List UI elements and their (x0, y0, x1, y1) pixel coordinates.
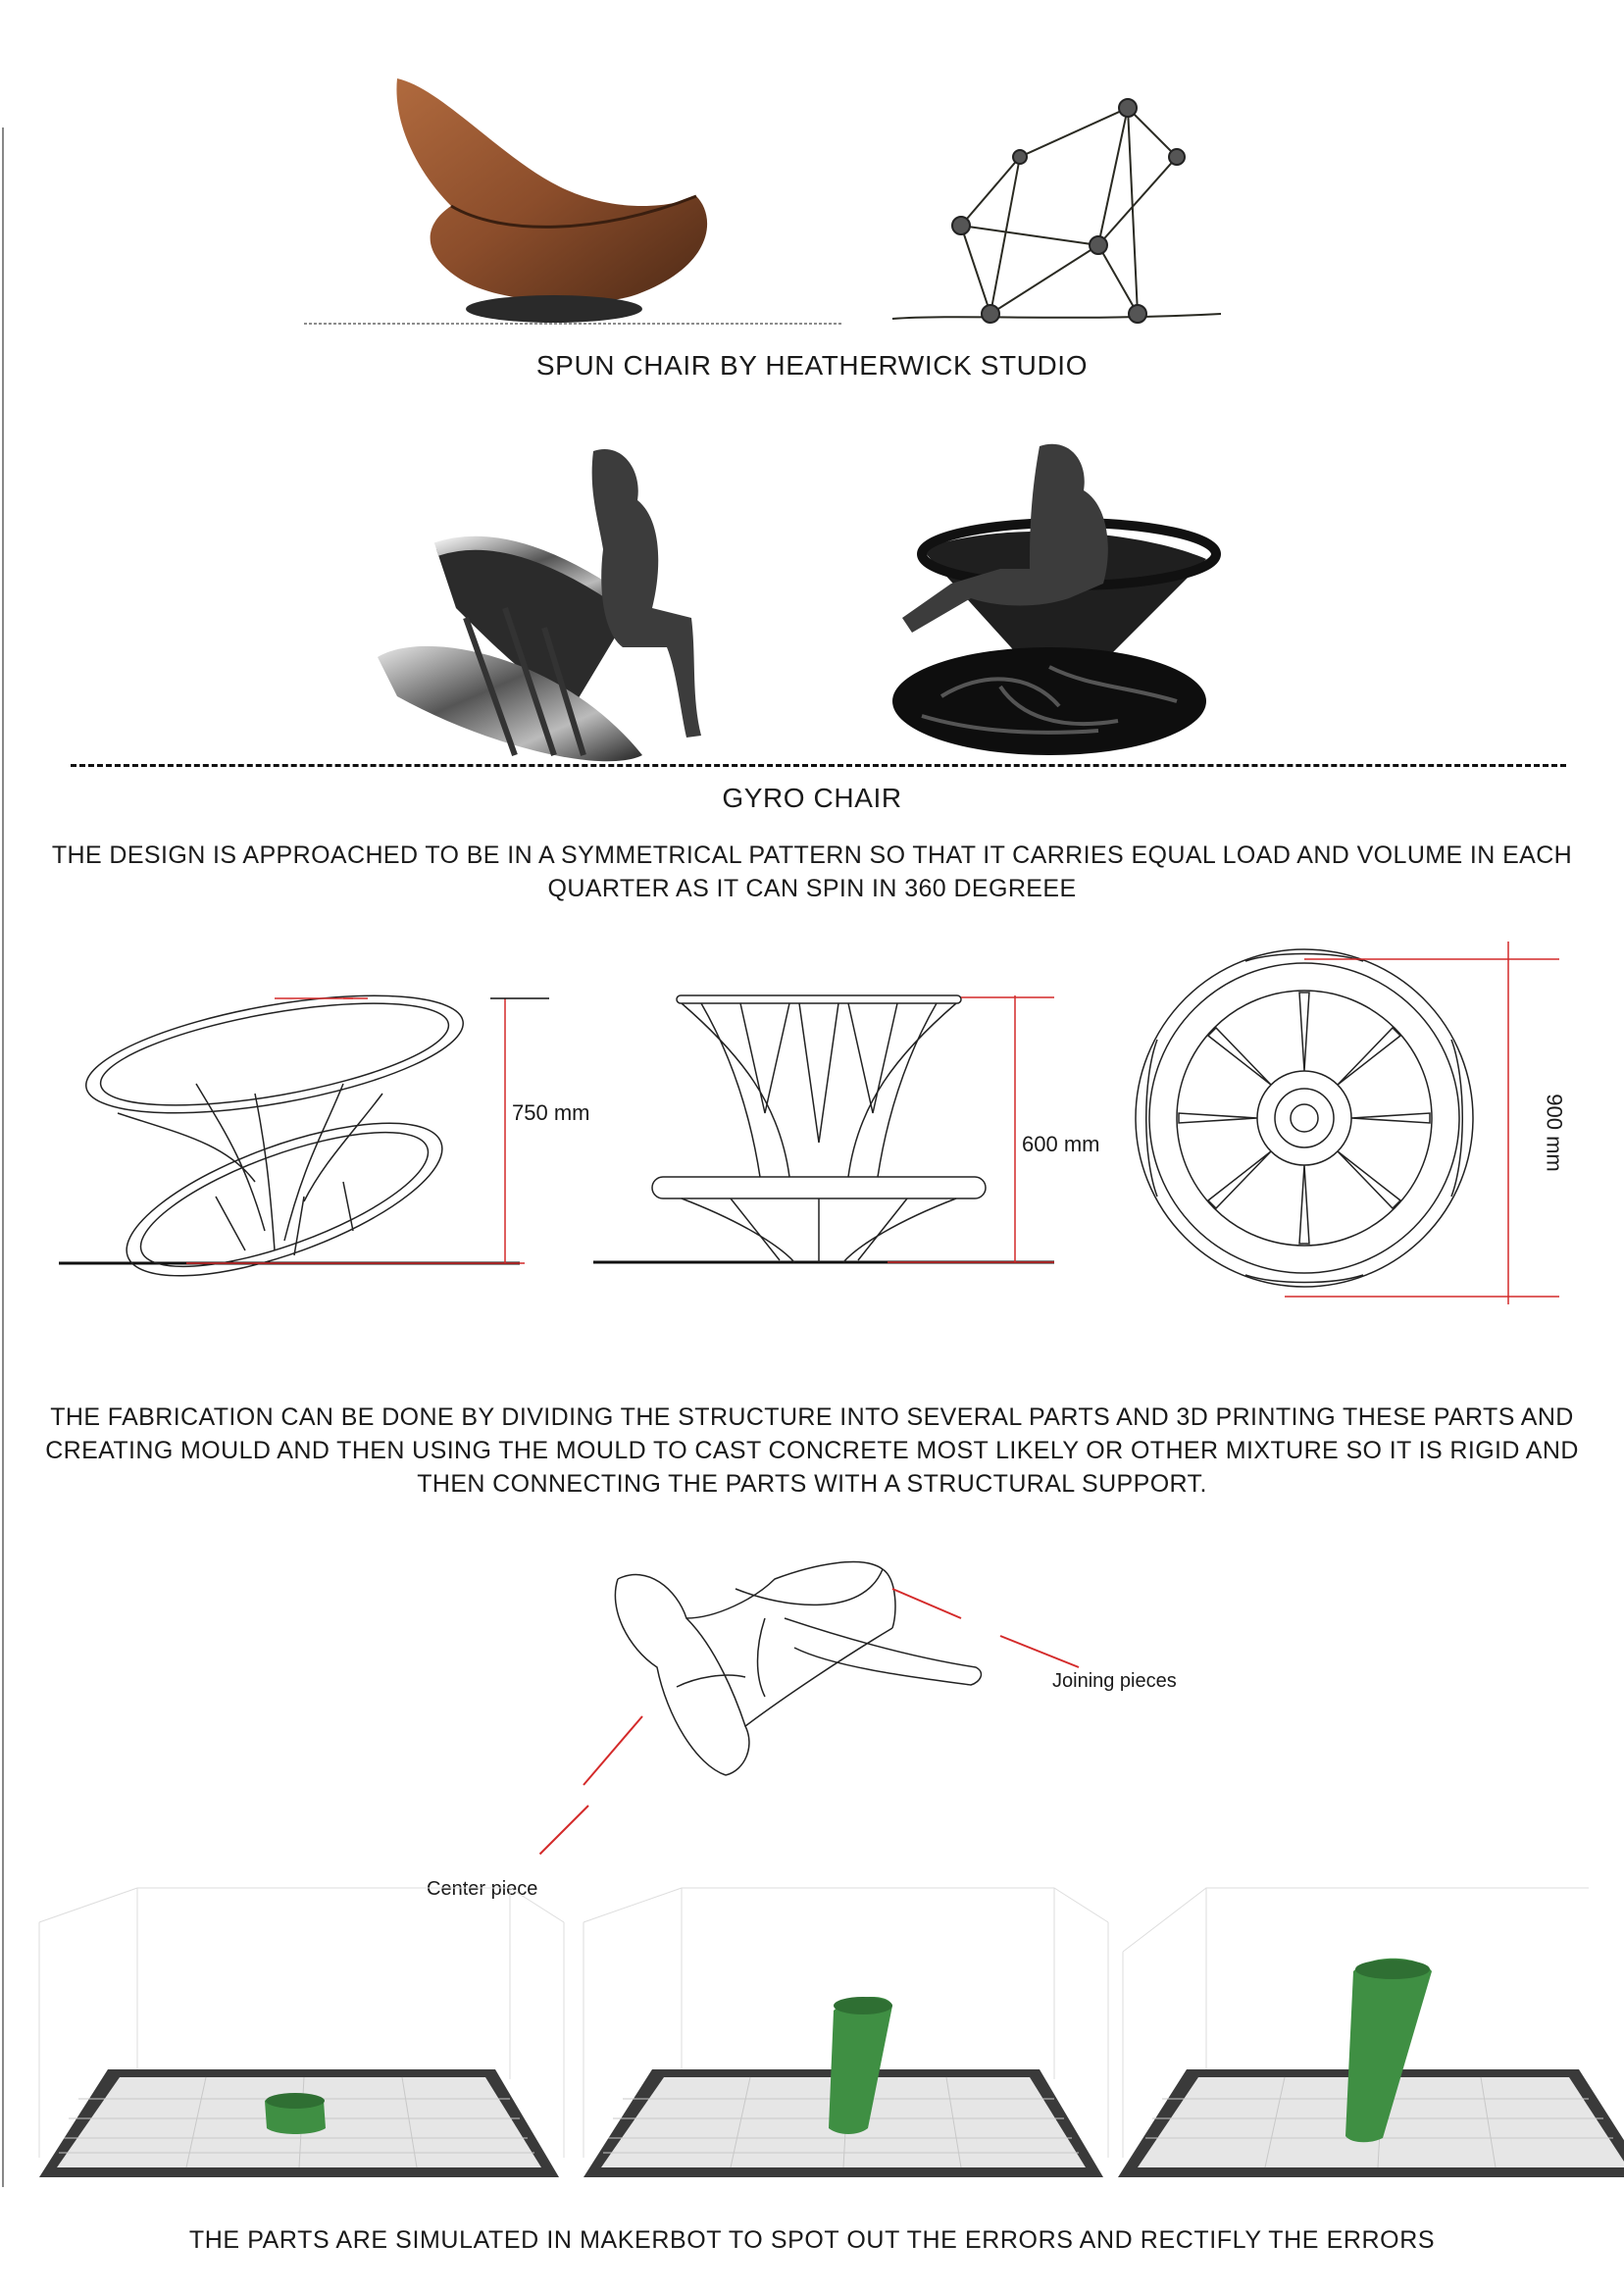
part-exploded-drawing (588, 1559, 1030, 1805)
makerbot-panel-3 (1118, 1883, 1608, 2197)
spun-chair-sketch (883, 69, 1236, 343)
gyro-chair-caption: GYRO CHAIR (722, 783, 902, 813)
simulation-caption: THE PARTS ARE SIMULATED IN MAKERBOT TO SPOT OUT THE ERRORS AND RECTIFLY THE ERRORS (188, 2226, 1436, 2254)
label-joining-pieces: Joining pieces (1052, 1670, 1177, 1692)
drawing-top-view (1128, 942, 1599, 1314)
drawing-side-view (593, 995, 1064, 1270)
dim-top-diameter: 900 mm (1542, 1094, 1567, 1172)
spun-chair-photo (304, 69, 853, 333)
fabrication-description: THE FABRICATION CAN BE DONE BY DIVIDING THE STRUCTURE INTO SEVERAL PARTS AND 3D PRINTING THESE PARTS AND CREATING MOULD AND THEN USING THE MOULD TO CAST CONCRETE MOST LIKELY OR OTHER MIXTURE SO IT IS RIGID AND THEN CONNECTING THE PARTS WITH A STRUCTURAL SUPPORT. (45, 1403, 1579, 1498)
makerbot-panel-1 (29, 1883, 574, 2197)
label-center-piece: Center piece (427, 1878, 538, 1900)
page-margin-rule (2, 127, 4, 2187)
gyro-chair-render-spinning (883, 461, 1236, 765)
dim-side-height: 600 mm (1022, 1132, 1100, 1156)
gyro-chair-render-tilted (368, 461, 721, 765)
makerbot-panel-2 (574, 1883, 1118, 2197)
dim-tilted-height: 750 mm (512, 1100, 590, 1125)
spun-chair-caption: SPUN CHAIR BY HEATHERWICK STUDIO (535, 350, 1089, 381)
design-description: THE DESIGN IS APPROACHED TO BE IN A SYMMETRICAL PATTERN SO THAT IT CARRIES EQUAL LOAD AND VOLUME IN EACH QUARTER AS IT CAN SPIN IN 360 DEGREEE (51, 841, 1573, 902)
center-piece-leader (539, 1805, 589, 1855)
drawing-tilted-view (59, 986, 549, 1280)
ground-line (71, 764, 1566, 767)
